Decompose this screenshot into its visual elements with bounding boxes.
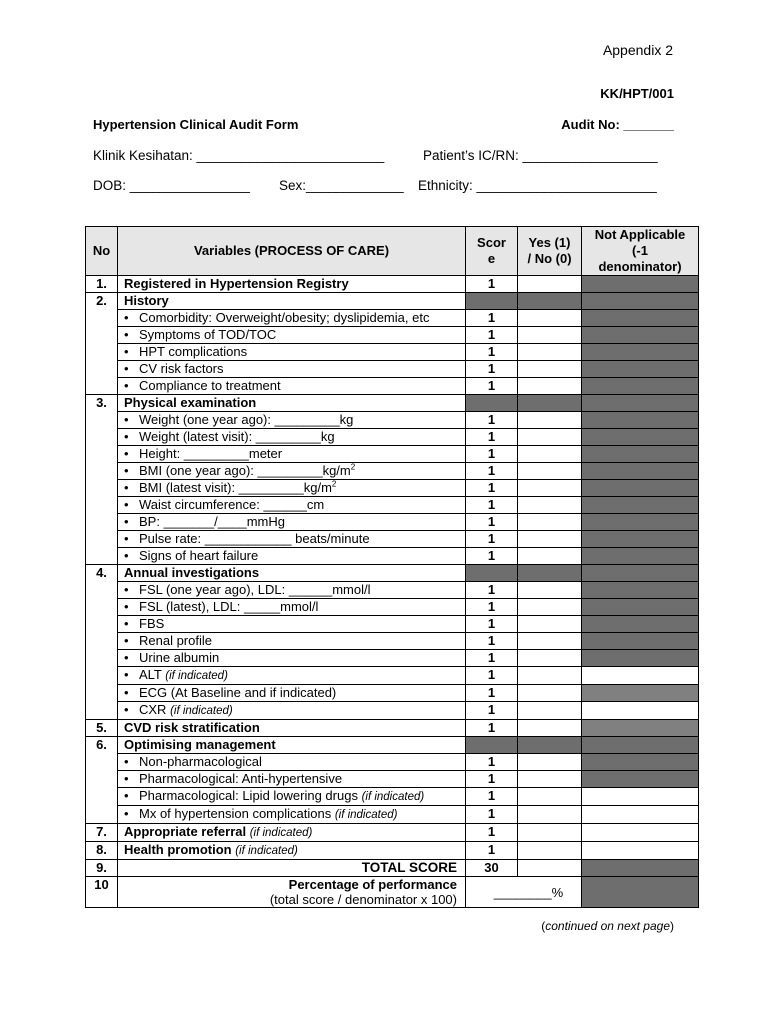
table-row	[86, 276, 699, 293]
table-row	[86, 565, 699, 582]
row-label: • FBS	[118, 616, 466, 633]
na-cell-shaded	[582, 650, 699, 667]
yes-no-cell[interactable]	[518, 771, 582, 788]
percentage-field[interactable]: ________%	[466, 877, 582, 908]
row-label: • Height: _________meter	[118, 446, 466, 463]
total-score-row	[86, 860, 699, 877]
yes-no-cell[interactable]	[518, 599, 582, 616]
yes-no-cell[interactable]	[518, 480, 582, 497]
yes-no-cell[interactable]	[518, 806, 582, 824]
row-number: 4.	[86, 565, 118, 720]
na-cell-shaded	[582, 378, 699, 395]
score-cell-shaded	[466, 737, 518, 754]
table-row	[86, 685, 699, 702]
yes-no-cell[interactable]	[518, 548, 582, 565]
table-row	[86, 667, 699, 685]
na-cell-shaded	[582, 429, 699, 446]
row-label: • ECG (At Baseline and if indicated)	[118, 685, 466, 702]
total-score-label: TOTAL SCORE	[118, 860, 466, 877]
table-row	[86, 293, 699, 310]
row-score: 1	[466, 633, 518, 650]
row-score: 1	[466, 412, 518, 429]
table-row	[86, 327, 699, 344]
dob-field[interactable]: DOB: ________________	[93, 178, 250, 193]
form-code: KK/HPT/001	[600, 86, 674, 101]
row-score: 1	[466, 429, 518, 446]
table-row	[86, 361, 699, 378]
na-cell-shaded	[582, 276, 699, 293]
table-row	[86, 446, 699, 463]
row-score: 1	[466, 548, 518, 565]
row-label: • ALT (if indicated)	[118, 667, 466, 685]
percentage-row	[86, 877, 699, 908]
table-row	[86, 599, 699, 616]
row-score: 1	[466, 344, 518, 361]
yes-no-cell[interactable]	[518, 667, 582, 685]
score-cell-shaded	[466, 565, 518, 582]
patient-ic-field[interactable]: Patient’s IC/RN: __________________	[423, 148, 658, 163]
na-cell-shaded	[582, 361, 699, 378]
na-cell-shaded	[582, 737, 699, 754]
na-cell-shaded	[582, 293, 699, 310]
row-label: • Compliance to treatment	[118, 378, 466, 395]
table-row	[86, 531, 699, 548]
row-label: • FSL (latest), LDL: _____mmol/l	[118, 599, 466, 616]
table-row	[86, 737, 699, 754]
sex-field[interactable]: Sex:_____________	[279, 178, 404, 193]
table-row	[86, 548, 699, 565]
na-cell-shaded	[582, 514, 699, 531]
ethnicity-field[interactable]: Ethnicity: ________________________	[418, 178, 657, 193]
audit-number-field[interactable]: Audit No: _______	[561, 117, 674, 132]
table-row	[86, 378, 699, 395]
row-score: 1	[466, 771, 518, 788]
table-row	[86, 702, 699, 720]
row-label: • Comorbidity: Overweight/obesity; dyslipidemia, etc	[118, 310, 466, 327]
yes-no-cell[interactable]	[518, 344, 582, 361]
na-cell-shaded	[582, 633, 699, 650]
row-score: 1	[466, 788, 518, 806]
table-row	[86, 395, 699, 412]
yes-no-cell[interactable]	[518, 685, 582, 702]
col-score-header: Scor e	[466, 227, 518, 276]
audit-table	[85, 226, 699, 908]
na-cell-shaded	[582, 565, 699, 582]
section-label: Annual investigations	[118, 565, 466, 582]
row-number: 3.	[86, 395, 118, 565]
yes-no-cell[interactable]	[518, 788, 582, 806]
yes-no-cell[interactable]	[518, 720, 582, 737]
row-number: 7.	[86, 824, 118, 842]
na-cell-shaded	[582, 599, 699, 616]
section-label: History	[118, 293, 466, 310]
na-cell-shaded	[582, 860, 699, 877]
row-label: Registered in Hypertension Registry	[118, 276, 466, 293]
total-yes-no-cell[interactable]	[518, 860, 582, 877]
na-cell-shaded	[582, 685, 699, 702]
na-cell-shaded	[582, 616, 699, 633]
na-cell-shaded	[582, 877, 699, 908]
row-label: Health promotion (if indicated)	[118, 842, 466, 860]
row-score: 1	[466, 378, 518, 395]
row-score: 1	[466, 806, 518, 824]
row-label: • CV risk factors	[118, 361, 466, 378]
row-label: • Mx of hypertension complications (if indicated)	[118, 806, 466, 824]
yes-no-cell-shaded	[518, 395, 582, 412]
row-label: • Pulse rate: ____________ beats/minute	[118, 531, 466, 548]
row-label: • Weight (latest visit): _________kg	[118, 429, 466, 446]
col-na-header: Not Applicable (-1 denominator)	[582, 227, 699, 276]
row-label: • Weight (one year ago): _________kg	[118, 412, 466, 429]
table-row	[86, 824, 699, 842]
table-row	[86, 480, 699, 497]
table-row	[86, 806, 699, 824]
na-cell-shaded	[582, 720, 699, 737]
yes-no-cell[interactable]	[518, 310, 582, 327]
row-number: 5.	[86, 720, 118, 737]
row-label: • Waist circumference: ______cm	[118, 497, 466, 514]
yes-no-cell[interactable]	[518, 446, 582, 463]
table-row	[86, 514, 699, 531]
yes-no-cell[interactable]	[518, 616, 582, 633]
na-cell-shaded	[582, 463, 699, 480]
na-cell-shaded	[582, 344, 699, 361]
yes-no-cell[interactable]	[518, 514, 582, 531]
row-score: 1	[466, 616, 518, 633]
continued-note: (continued on next page)	[541, 919, 674, 933]
section-label: Optimising management	[118, 737, 466, 754]
row-score: 1	[466, 361, 518, 378]
yes-no-cell[interactable]	[518, 650, 582, 667]
row-label: • Signs of heart failure	[118, 548, 466, 565]
yes-no-cell-shaded	[518, 293, 582, 310]
row-label: • BMI (one year ago): $\_\_\_\_\_\_\_\_\_kg/m^2$	[118, 463, 466, 480]
yes-no-cell[interactable]	[518, 702, 582, 720]
na-cell[interactable]	[582, 702, 699, 720]
row-score: 1	[466, 720, 518, 737]
row-label: • Renal profile	[118, 633, 466, 650]
row-score: 1	[466, 310, 518, 327]
na-cell-shaded	[582, 310, 699, 327]
row-label: • HPT complications	[118, 344, 466, 361]
row-label: • Urine albumin	[118, 650, 466, 667]
yes-no-cell[interactable]	[518, 327, 582, 344]
na-cell-shaded	[582, 548, 699, 565]
row-number: 10	[86, 877, 118, 908]
yes-no-cell[interactable]	[518, 633, 582, 650]
na-cell-shaded	[582, 531, 699, 548]
yes-no-cell[interactable]	[518, 361, 582, 378]
table-row	[86, 582, 699, 599]
yes-no-cell[interactable]	[518, 412, 582, 429]
na-cell-shaded	[582, 327, 699, 344]
yes-no-cell[interactable]	[518, 497, 582, 514]
yes-no-cell[interactable]	[518, 463, 582, 480]
row-score: 1	[466, 824, 518, 842]
table-row	[86, 842, 699, 860]
na-cell[interactable]	[582, 824, 699, 842]
table-row	[86, 310, 699, 327]
row-label: • BMI (latest visit): $\_\_\_\_\_\_\_\_\_kg/m^2$	[118, 480, 466, 497]
row-score: 1	[466, 497, 518, 514]
na-cell-shaded	[582, 497, 699, 514]
table-row	[86, 429, 699, 446]
row-score: 1	[466, 685, 518, 702]
row-number: 8.	[86, 842, 118, 860]
row-score: 1	[466, 327, 518, 344]
table-row	[86, 412, 699, 429]
na-cell[interactable]	[582, 667, 699, 685]
table-row	[86, 788, 699, 806]
form-title: Hypertension Clinical Audit Form	[93, 117, 299, 132]
na-cell-shaded	[582, 754, 699, 771]
row-label: • FSL (one year ago), LDL: ______mmol/l	[118, 582, 466, 599]
klinik-field[interactable]: Klinik Kesihatan: _________________________	[93, 148, 385, 163]
yes-no-cell[interactable]	[518, 378, 582, 395]
na-cell[interactable]	[582, 788, 699, 806]
row-label: • CXR (if indicated)	[118, 702, 466, 720]
row-score: 1	[466, 446, 518, 463]
row-score: 1	[466, 582, 518, 599]
na-cell-shaded	[582, 412, 699, 429]
table-row	[86, 616, 699, 633]
yes-no-cell[interactable]	[518, 842, 582, 860]
table-header-row	[86, 227, 699, 276]
table-row	[86, 720, 699, 737]
table-row	[86, 754, 699, 771]
na-cell[interactable]	[582, 806, 699, 824]
col-yes-no-header: Yes (1) / No (0)	[518, 227, 582, 276]
appendix-label: Appendix 2	[602, 42, 673, 58]
total-score-value: 30	[466, 860, 518, 877]
row-label: • Pharmacological: Anti-hypertensive	[118, 771, 466, 788]
row-score: 1	[466, 842, 518, 860]
row-score: 1	[466, 754, 518, 771]
row-label: • BP: _______/____mmHg	[118, 514, 466, 531]
na-cell-shaded	[582, 395, 699, 412]
row-score: 1	[466, 702, 518, 720]
col-variables-header: Variables (PROCESS OF CARE)	[118, 227, 466, 276]
yes-no-cell[interactable]	[518, 276, 582, 293]
percentage-label: Percentage of performance (total score / denominator x 100)	[118, 877, 466, 908]
row-number: 2.	[86, 293, 118, 395]
row-score: 1	[466, 531, 518, 548]
row-label: • Pharmacological: Lipid lowering drugs (if indicated)	[118, 788, 466, 806]
row-score: 1	[466, 480, 518, 497]
row-score: 1	[466, 463, 518, 480]
row-score: 1	[466, 599, 518, 616]
row-label: Appropriate referral (if indicated)	[118, 824, 466, 842]
yes-no-cell[interactable]	[518, 531, 582, 548]
section-label: Physical examination	[118, 395, 466, 412]
yes-no-cell[interactable]	[518, 582, 582, 599]
yes-no-cell[interactable]	[518, 429, 582, 446]
table-row	[86, 463, 699, 480]
table-row	[86, 344, 699, 361]
score-cell-shaded	[466, 293, 518, 310]
row-label: • Non-pharmacological	[118, 754, 466, 771]
na-cell[interactable]	[582, 842, 699, 860]
row-score: 1	[466, 276, 518, 293]
row-score: 1	[466, 667, 518, 685]
row-number: 9.	[86, 860, 118, 877]
table-row	[86, 497, 699, 514]
na-cell-shaded	[582, 771, 699, 788]
row-number: 1.	[86, 276, 118, 293]
row-label: • Symptoms of TOD/TOC	[118, 327, 466, 344]
yes-no-cell-shaded	[518, 565, 582, 582]
yes-no-cell-shaded	[518, 737, 582, 754]
row-score: 1	[466, 514, 518, 531]
table-row	[86, 771, 699, 788]
col-no-header: No	[86, 227, 118, 276]
yes-no-cell[interactable]	[518, 824, 582, 842]
score-cell-shaded	[466, 395, 518, 412]
row-number: 6.	[86, 737, 118, 824]
table-row	[86, 633, 699, 650]
yes-no-cell[interactable]	[518, 754, 582, 771]
na-cell-shaded	[582, 446, 699, 463]
row-score: 1	[466, 650, 518, 667]
row-label: CVD risk stratification	[118, 720, 466, 737]
table-row	[86, 650, 699, 667]
na-cell-shaded	[582, 480, 699, 497]
na-cell-shaded	[582, 582, 699, 599]
